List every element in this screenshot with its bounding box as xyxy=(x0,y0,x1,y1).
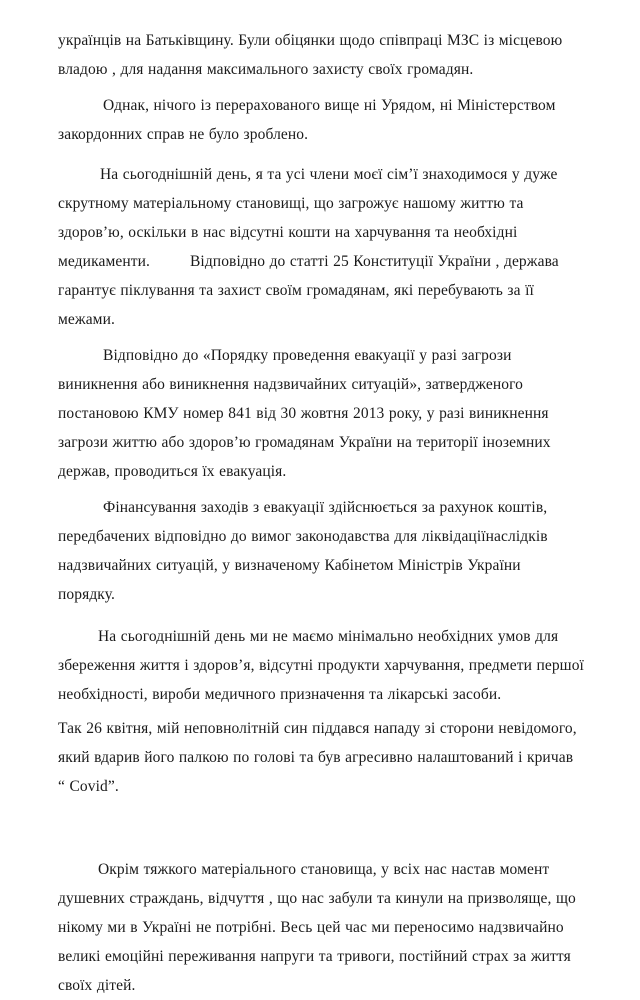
text-line: нікому ми в Україні не потрібні. Весь цей час ми переносимо надзвичайно xyxy=(58,919,564,936)
paragraph-5 xyxy=(58,493,603,609)
paragraph-4 xyxy=(58,341,603,486)
text-segment: Відповідно до статті 25 Конституції України , держава xyxy=(189,253,559,270)
text-line: На сьогоднішній день ми не маємо мінімально необхідних умов для xyxy=(98,628,559,645)
text-line: своїх дітей. xyxy=(58,977,136,994)
text-line: постановою КМУ номер 841 від 30 жовтня 2013 року, у разі виникнення xyxy=(58,405,549,422)
paragraph-7 xyxy=(58,714,603,801)
text-line: скрутному матеріальному становищі, що загрожує нашому життю та xyxy=(58,195,524,212)
paragraph-6 xyxy=(58,622,603,709)
text-line: гарантує піклування та захист своїм громадянам, які перебувають за її xyxy=(58,282,534,299)
text-line: передбачених відповідно до вимог законодавства для ліквідаціїнаслідків xyxy=(58,528,548,545)
paragraph-1 xyxy=(58,26,603,84)
text-line: здоров’ю, оскільки в нас відсутні кошти на харчування та необхідні xyxy=(58,224,518,241)
text-line: який вдарив його палкою по голові та був агресивно налаштований і кричав xyxy=(58,749,574,766)
text-line: На сьогоднішній день, я та усі члени моєї сім’ї знаходимося у дуже xyxy=(100,166,558,183)
text-line: українців на Батьківщину. Були обіцянки щодо співпраці МЗС із місцевою xyxy=(58,32,563,49)
paragraph-8 xyxy=(58,855,603,1000)
paragraph-3 xyxy=(58,160,603,334)
text-line-composite xyxy=(58,247,603,276)
text-line: Фінансування заходів з евакуації здійснюється за рахунок коштів, xyxy=(103,499,548,516)
text-segment: медикаменти. xyxy=(58,253,150,270)
text-line: душевних страждань, відчуття , що нас забули та кинули на призволяще, що xyxy=(58,890,576,907)
text-line: Відповідно до «Порядку проведення евакуації у разі загрози xyxy=(103,347,512,364)
text-line: владою , для надання максимального захисту своїх громадян. xyxy=(58,61,474,78)
text-line: порядку. xyxy=(58,586,115,603)
text-line: Так 26 квітня, мій неповнолітній син піддався нападу зі сторони невідомого, xyxy=(58,720,577,737)
text-line: необхідності, вироби медичного призначення та лікарські засоби. xyxy=(58,686,502,703)
text-line: великі емоційні переживання напруги та тривоги, постійний страх за життя xyxy=(58,948,571,965)
paragraph-2 xyxy=(58,91,603,149)
text-line: Однак, нічого із перерахованого вище ні Урядом, ні Міністерством xyxy=(103,97,556,114)
text-line: держав, проводиться їх евакуація. xyxy=(58,463,287,480)
text-line: Окрім тяжкого матеріального становища, у всіх нас настав момент xyxy=(98,861,550,878)
text-line: межами. xyxy=(58,311,115,328)
text-line: “ Covid”. xyxy=(58,778,119,795)
text-line: загрози життю або здоров’ю громадянам України на території іноземних xyxy=(58,434,551,451)
text-line: закордонних справ не було зроблено. xyxy=(58,126,309,143)
text-line: збереження життя і здоров’я, відсутні продукти харчування, предмети першої xyxy=(58,657,584,674)
text-line: надзвичайних ситуацій, у визначеному Кабінетом Міністрів України xyxy=(58,557,521,574)
text-line: виникнення або виникнення надзвичайних ситуацій», затвердженого xyxy=(58,376,523,393)
